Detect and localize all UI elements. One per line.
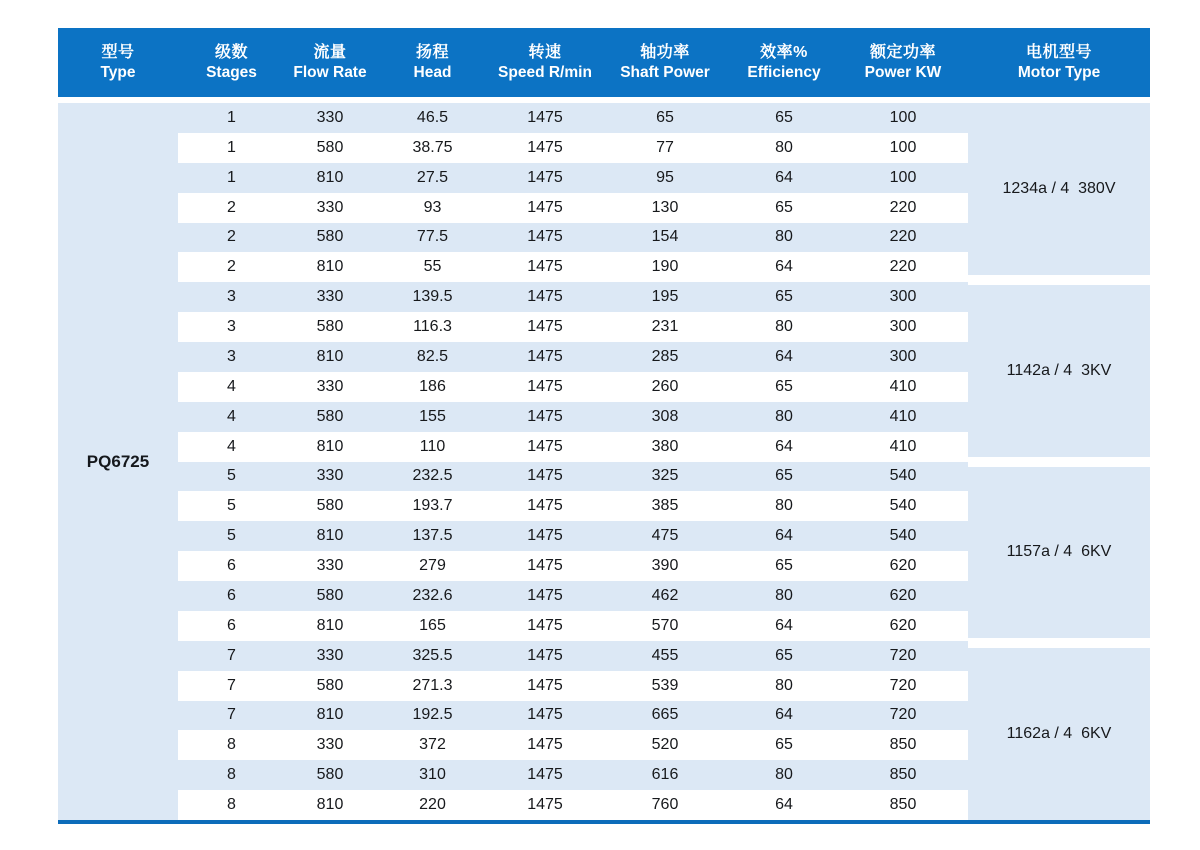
table-row [178, 521, 968, 551]
table-cell: 5 [227, 467, 236, 485]
table-cell: 580 [316, 676, 344, 694]
table-cell: 65 [775, 467, 793, 485]
table-cell: 620 [889, 586, 917, 604]
table-cell: 65 [775, 646, 793, 664]
table-cell: 7 [227, 646, 236, 664]
table-cell: 1475 [527, 108, 563, 126]
table-row [178, 282, 968, 312]
table-cell: 100 [889, 138, 917, 156]
motor-type-cell: 1234a / 4 380V [968, 103, 1150, 275]
table-cell: 310 [419, 766, 446, 784]
table-cell: 810 [316, 437, 344, 455]
table-cell: 850 [889, 736, 917, 754]
table-cell: 77 [656, 138, 674, 156]
table-cell: 1475 [527, 586, 563, 604]
table-cell: 8 [227, 766, 236, 784]
table-cell: 330 [316, 736, 344, 754]
table-cell: 3 [227, 288, 236, 306]
data-rows [178, 103, 968, 820]
table-cell: 65 [775, 557, 793, 575]
table-cell: 620 [889, 616, 917, 634]
table-cell: 82.5 [416, 347, 449, 365]
table-cell: 580 [316, 766, 344, 784]
table-row [178, 730, 968, 760]
table-cell: 64 [775, 796, 793, 814]
table-cell: 720 [889, 706, 917, 724]
table-row [178, 462, 968, 492]
column-header-en: Power KW [864, 63, 942, 81]
table-cell: 130 [651, 198, 679, 216]
column-header-stages [178, 28, 285, 97]
table-cell: 77.5 [416, 228, 449, 246]
table-cell: 580 [316, 228, 344, 246]
table-cell: 330 [316, 288, 344, 306]
table-cell: 6 [227, 557, 236, 575]
table-cell: 195 [651, 288, 679, 306]
table-cell: 385 [651, 497, 679, 515]
table-cell: 232.6 [412, 586, 453, 604]
table-cell: 95 [656, 168, 674, 186]
table-row [178, 701, 968, 731]
bottom-accent-line [58, 820, 1150, 824]
table-cell: 64 [775, 616, 793, 634]
table-row [178, 641, 968, 671]
table-cell: 80 [775, 676, 793, 694]
table-cell: 5 [227, 527, 236, 545]
table-cell: 93 [423, 198, 442, 216]
table-cell: 80 [775, 407, 793, 425]
table-cell: 65 [656, 108, 674, 126]
table-cell: 65 [775, 288, 793, 306]
table-cell: 80 [775, 766, 793, 784]
table-cell: 810 [316, 796, 344, 814]
table-cell: 1 [227, 138, 236, 156]
table-cell: 65 [775, 736, 793, 754]
table-cell: 186 [419, 377, 446, 395]
table-cell: 8 [227, 796, 236, 814]
table-cell: 1475 [527, 258, 563, 276]
column-header-zh: 效率% [760, 43, 808, 61]
table-cell: 300 [889, 318, 917, 336]
table-row [178, 491, 968, 521]
column-header-motor-type [968, 28, 1150, 97]
table-cell: 100 [889, 108, 917, 126]
table-row [178, 760, 968, 790]
table-cell: 850 [889, 766, 917, 784]
column-header-en: Flow Rate [293, 63, 367, 81]
table-cell: 80 [775, 318, 793, 336]
table-cell: 330 [316, 198, 344, 216]
table-cell: 1475 [527, 706, 563, 724]
column-header-head [375, 28, 490, 97]
table-cell: 2 [227, 258, 236, 276]
table-cell: 1475 [527, 497, 563, 515]
table-cell: 1 [227, 168, 236, 186]
table-cell: 410 [889, 377, 917, 395]
table-cell: 300 [889, 288, 917, 306]
table-cell: 8 [227, 736, 236, 754]
column-header-zh: 流量 [313, 43, 347, 61]
table-cell: 810 [316, 258, 344, 276]
column-header-speed-r-min [490, 28, 600, 97]
table-cell: 110 [419, 437, 446, 455]
table-cell: 80 [775, 138, 793, 156]
table-cell: 46.5 [416, 108, 449, 126]
table-cell: 232.5 [412, 467, 453, 485]
table-cell: 220 [889, 228, 917, 246]
table-cell: 810 [316, 706, 344, 724]
table-cell: 540 [889, 467, 917, 485]
table-cell: 1475 [527, 557, 563, 575]
table-cell: 1475 [527, 228, 563, 246]
table-cell: 1475 [527, 318, 563, 336]
motor-type-cell: 1157a / 4 6KV [968, 467, 1150, 639]
table-row [178, 312, 968, 342]
table-cell: 65 [775, 108, 793, 126]
table-cell: 165 [419, 616, 446, 634]
table-row [178, 342, 968, 372]
column-header-en: Efficiency [747, 63, 821, 81]
table-cell: 271.3 [412, 676, 453, 694]
table-cell: 410 [889, 407, 917, 425]
table-cell: 1475 [527, 377, 563, 395]
table-cell: 5 [227, 497, 236, 515]
table-cell: 720 [889, 646, 917, 664]
table-row [178, 671, 968, 701]
column-header-power-kw [838, 28, 968, 97]
table-cell: 372 [419, 736, 446, 754]
column-header-efficiency [730, 28, 838, 97]
table-cell: 64 [775, 347, 793, 365]
column-header-en: Speed R/min [498, 63, 592, 81]
table-cell: 570 [651, 616, 679, 634]
table-cell: 64 [775, 437, 793, 455]
table-cell: 475 [651, 527, 679, 545]
table-cell: 2 [227, 198, 236, 216]
table-cell: 1475 [527, 676, 563, 694]
table-cell: 7 [227, 676, 236, 694]
table-cell: 38.75 [412, 138, 453, 156]
column-header-zh: 扬程 [415, 43, 449, 61]
table-cell: 193.7 [412, 497, 453, 515]
table-cell: 190 [651, 258, 679, 276]
table-cell: 760 [651, 796, 679, 814]
motor-type-cell: 1142a / 4 3KV [968, 285, 1150, 457]
table-cell: 380 [651, 437, 679, 455]
table-row [178, 790, 968, 820]
table-cell: 330 [316, 377, 344, 395]
table-cell: 2 [227, 228, 236, 246]
table-cell: 1 [227, 108, 236, 126]
table-row [178, 163, 968, 193]
column-header-zh: 转速 [528, 43, 562, 61]
table-cell: 810 [316, 347, 344, 365]
table-row [178, 223, 968, 253]
table-cell: 65 [775, 198, 793, 216]
table-row [178, 193, 968, 223]
table-cell: 850 [889, 796, 917, 814]
table-cell: 810 [316, 168, 344, 186]
table-cell: 462 [651, 586, 679, 604]
column-header-zh: 级数 [214, 43, 248, 61]
table-cell: 1475 [527, 288, 563, 306]
table-cell: 285 [651, 347, 679, 365]
table-cell: 330 [316, 646, 344, 664]
column-header-en: Head [413, 63, 452, 81]
table-cell: 279 [419, 557, 446, 575]
table-cell: 540 [889, 497, 917, 515]
table-body [58, 103, 1150, 820]
table-cell: 1475 [527, 407, 563, 425]
motor-type-column [968, 103, 1150, 820]
table-cell: 720 [889, 676, 917, 694]
table-cell: 64 [775, 527, 793, 545]
table-cell: 100 [889, 168, 917, 186]
table-cell: 154 [651, 228, 679, 246]
column-header-en: Shaft Power [620, 63, 710, 81]
table-cell: 55 [423, 258, 442, 276]
table-cell: 260 [651, 377, 679, 395]
table-cell: 116.3 [413, 318, 452, 336]
table-cell: 539 [651, 676, 679, 694]
table-cell: 220 [419, 796, 446, 814]
table-cell: 540 [889, 527, 917, 545]
table-cell: 64 [775, 258, 793, 276]
column-header-flow-rate [285, 28, 375, 97]
table-cell: 65 [775, 377, 793, 395]
table-cell: 1475 [527, 736, 563, 754]
pump-spec-table [58, 28, 1150, 824]
table-cell: 1475 [527, 616, 563, 634]
table-cell: 580 [316, 497, 344, 515]
table-cell: 220 [889, 258, 917, 276]
table-cell: 325.5 [412, 646, 453, 664]
table-cell: 455 [651, 646, 679, 664]
table-cell: 27.5 [416, 168, 449, 186]
table-cell: 192.5 [412, 706, 453, 724]
table-cell: 4 [227, 407, 236, 425]
table-cell: 80 [775, 586, 793, 604]
column-header-en: Motor Type [1017, 63, 1101, 81]
table-cell: 80 [775, 228, 793, 246]
table-cell: 1475 [527, 796, 563, 814]
table-cell: 1475 [527, 168, 563, 186]
table-cell: 580 [316, 407, 344, 425]
table-cell: 80 [775, 497, 793, 515]
table-row [178, 372, 968, 402]
table-cell: 4 [227, 437, 236, 455]
table-cell: 580 [316, 586, 344, 604]
column-header-en: Stages [206, 63, 257, 81]
table-cell: 6 [227, 616, 236, 634]
table-cell: 1475 [527, 527, 563, 545]
table-cell: 410 [889, 437, 917, 455]
table-row [178, 611, 968, 641]
table-cell: 64 [775, 706, 793, 724]
table-cell: 220 [889, 198, 917, 216]
table-cell: 390 [651, 557, 679, 575]
table-cell: 1475 [527, 198, 563, 216]
table-row [178, 103, 968, 133]
table-row [178, 402, 968, 432]
table-cell: 665 [651, 706, 679, 724]
column-header-en: Type [100, 63, 136, 81]
table-row [178, 551, 968, 581]
table-cell: 580 [316, 318, 344, 336]
table-row [178, 432, 968, 462]
motor-type-cell: 1162a / 4 6KV [968, 648, 1150, 820]
column-header-zh: 轴功率 [640, 43, 690, 61]
table-cell: 810 [316, 616, 344, 634]
table-cell: 616 [651, 766, 679, 784]
column-header-zh: 额定功率 [869, 43, 936, 61]
table-cell: 1475 [527, 138, 563, 156]
column-header-shaft-power [600, 28, 730, 97]
column-header-zh: 电机型号 [1025, 43, 1092, 61]
table-cell: 231 [651, 318, 679, 336]
table-cell: 325 [651, 467, 679, 485]
table-cell: 330 [316, 108, 344, 126]
table-cell: 155 [419, 407, 446, 425]
column-header-type [58, 28, 178, 97]
table-row [178, 133, 968, 163]
table-cell: 308 [651, 407, 679, 425]
table-cell: 1475 [527, 467, 563, 485]
table-cell: 137.5 [412, 527, 453, 545]
table-cell: 64 [775, 168, 793, 186]
table-cell: 1475 [527, 347, 563, 365]
table-cell: 6 [227, 586, 236, 604]
table-header [58, 28, 1150, 97]
table-cell: 330 [316, 557, 344, 575]
table-row [178, 581, 968, 611]
table-cell: 620 [889, 557, 917, 575]
table-cell: 300 [889, 347, 917, 365]
table-row [178, 252, 968, 282]
table-cell: 810 [316, 527, 344, 545]
column-header-zh: 型号 [101, 43, 135, 61]
table-cell: 520 [651, 736, 679, 754]
table-cell: 1475 [527, 646, 563, 664]
table-cell: 3 [227, 318, 236, 336]
table-cell: 580 [316, 138, 344, 156]
pump-type-cell: PQ6725 [58, 103, 178, 820]
table-cell: 1475 [527, 766, 563, 784]
table-cell: 139.5 [412, 288, 453, 306]
table-cell: 7 [227, 706, 236, 724]
table-cell: 1475 [527, 437, 563, 455]
table-cell: 4 [227, 377, 236, 395]
table-cell: 330 [316, 467, 344, 485]
table-cell: 3 [227, 347, 236, 365]
